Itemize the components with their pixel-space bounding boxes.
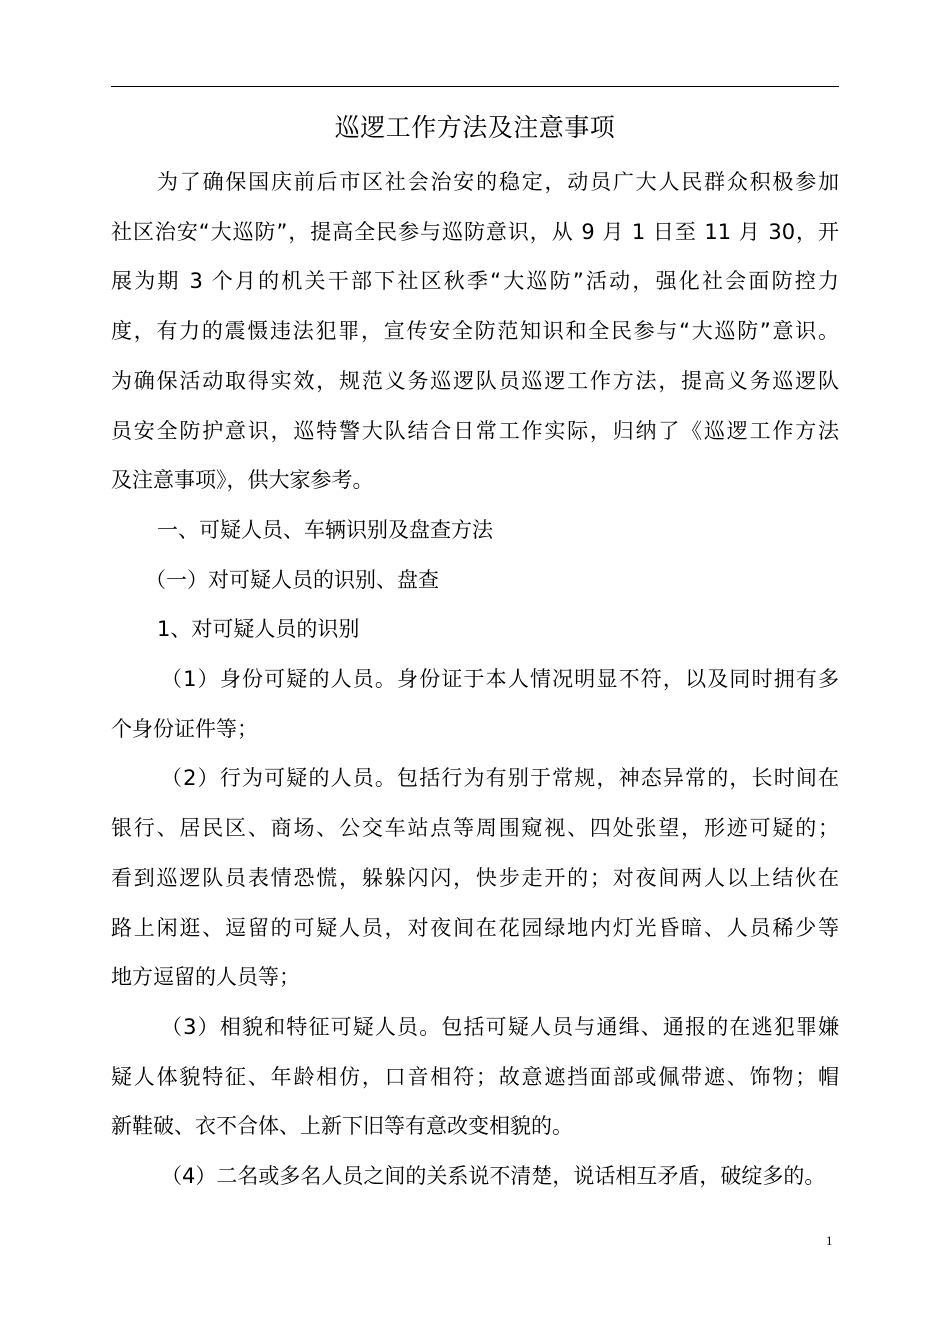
text-line: 银行、居民区、商场、公交车站点等周围窥视、四处张望，形迹可疑的；: [111, 816, 839, 841]
text-line: 疑人体貌特征、年龄相仿，口音相符；故意遮挡面部或佩带遮、饰物；帽: [111, 1064, 839, 1089]
text-line: 展为期 3 个月的机关干部下社区秋季“大巡防”活动，强化社会面防控力: [111, 269, 839, 294]
text-line: 为了确保国庆前后市区社会治安的稳定，动员广大人民群众积极参加: [157, 170, 839, 194]
document-title: 巡逻工作方法及注意事项: [334, 113, 616, 142]
text-line: 路上闲逛、逗留的可疑人员，对夜间在花园绿地内灯光昏暗、人员稀少等: [111, 915, 839, 940]
text-line: 社区治安“大巡防”，提高全民参与巡防意识，从 9 月 1 日至 11 月 30，开: [111, 219, 839, 244]
text-line: （3）相貌和特征可疑人员。包括可疑人员与通缉、通报的在逃犯罪嫌: [161, 1014, 839, 1039]
text-line: （2）行为可疑的人员。包括行为有别于常规，神态异常的，长时间在: [161, 766, 839, 791]
text-line: 一、可疑人员、车辆识别及盘查方法: [157, 517, 493, 542]
text-line: 看到巡逻队员表情恐慌，躲躲闪闪，快步走开的；对夜间两人以上结伙在: [111, 865, 839, 890]
intro-paragraph: [111, 158, 839, 506]
subsection-heading: [111, 556, 839, 606]
item-heading: [111, 605, 839, 655]
text-line: 及注意事项》，供大家参考。: [111, 468, 374, 493]
item-paragraph-4: [111, 1152, 839, 1202]
item-paragraph-3: [111, 1003, 839, 1152]
text-line: 个身份证件等；: [111, 716, 258, 741]
item-paragraph-2: [111, 754, 839, 1003]
section-heading: [111, 506, 839, 556]
header-rule: [111, 86, 839, 87]
text-line: 新鞋破、衣不合体、上新下旧等有意改变相貌的。: [111, 1114, 573, 1139]
text-line: （4）二名或多名人员之间的关系说不清楚，说话相互矛盾，破绽多的。: [161, 1164, 826, 1189]
document-body: [111, 158, 839, 1202]
text-line: 1、对可疑人员的识别: [157, 617, 360, 642]
item-paragraph-1: [111, 655, 839, 754]
text-line: （一）对可疑人员的识别、盘查: [145, 567, 439, 592]
text-line: 地方逗留的人员等；: [111, 965, 300, 990]
text-line: 为确保活动取得实效，规范义务巡逻队员巡逻工作方法，提高义务巡逻队: [111, 368, 839, 393]
text-line: 员安全防护意识，巡特警大队结合日常工作实际，归纳了《巡逻工作方法: [111, 418, 839, 443]
page-number: 1: [826, 1233, 833, 1248]
text-line: （1）身份可疑的人员。身份证于本人情况明显不符，以及同时拥有多: [161, 667, 839, 692]
text-line: 度，有力的震慑违法犯罪，宣传安全防范知识和全民参与“大巡防”意识。: [111, 319, 839, 344]
